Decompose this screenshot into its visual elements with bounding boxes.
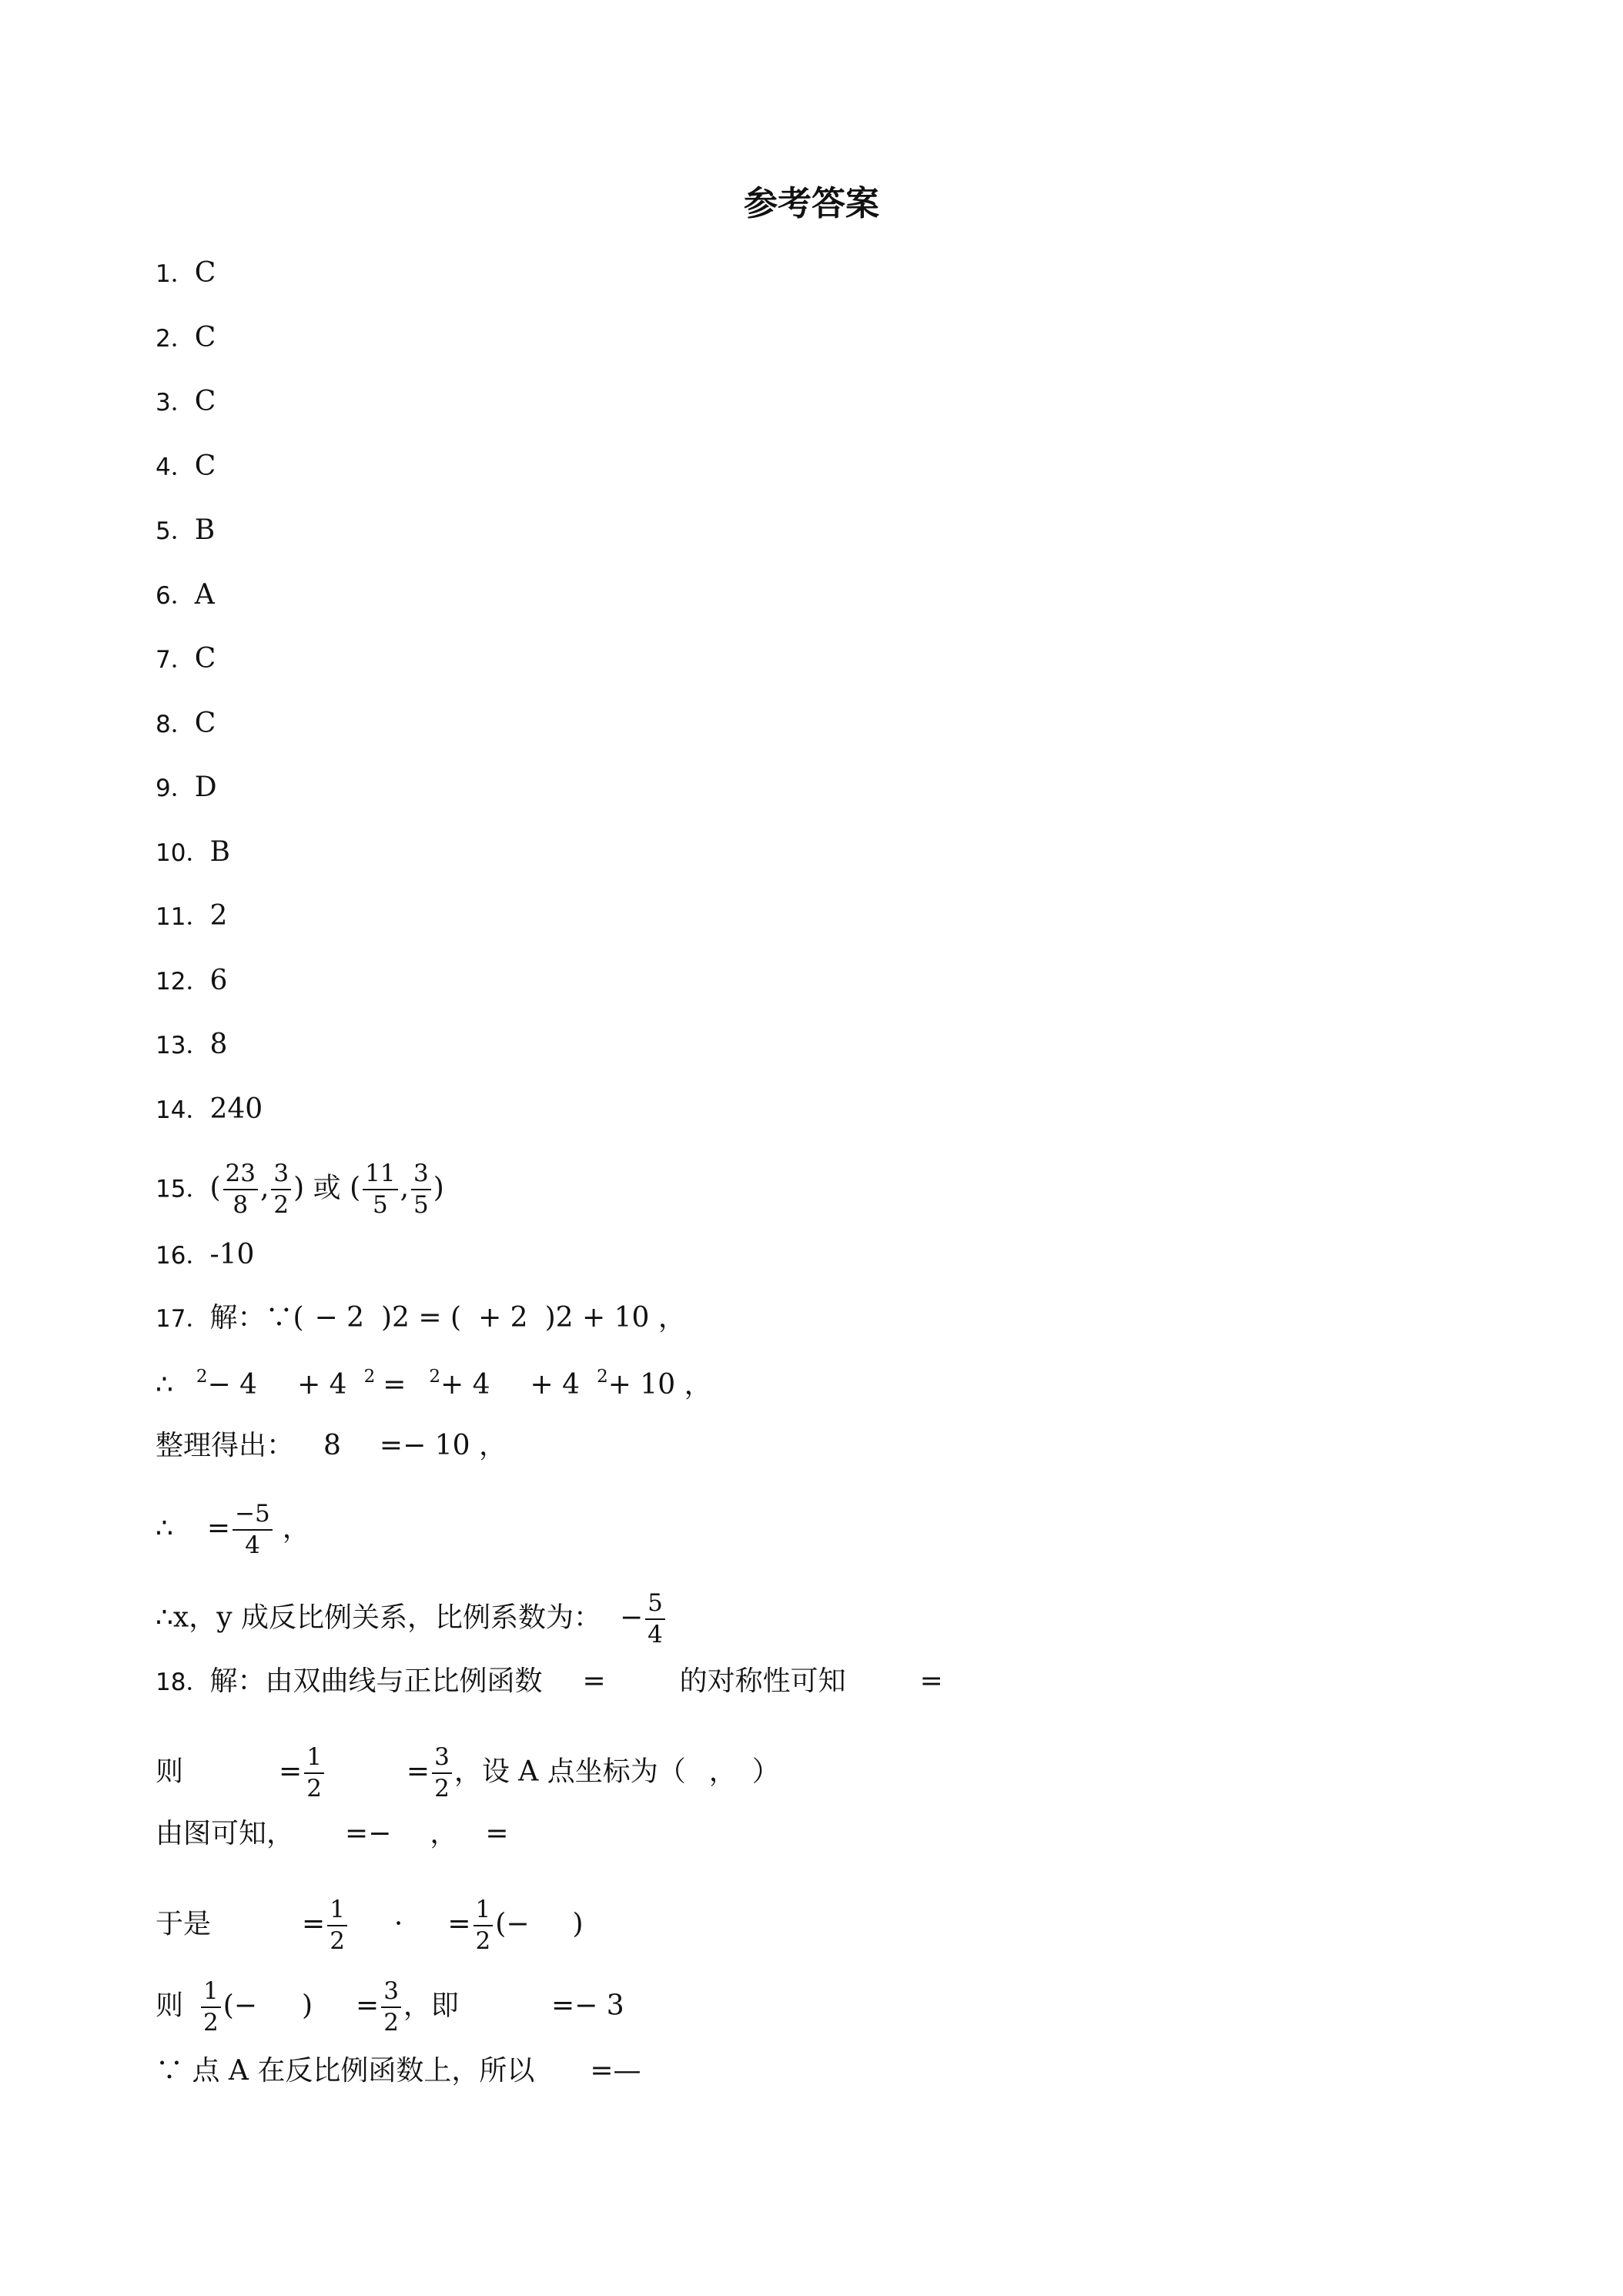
answer-value: 240 [209,1093,263,1125]
math: + 10 ， [607,1369,712,1401]
numerator: 3 [432,1745,452,1774]
answer-value: C [194,643,216,674]
q18-line-3 [156,1820,509,1848]
question-number: 13． [156,1032,210,1059]
q17-line-3 [156,1432,507,1460]
numerator: 1 [304,1745,324,1774]
text: ，即 [403,1990,459,2022]
question-number: 1． [156,260,195,288]
math: − 2 [314,1302,365,1334]
fraction [645,1591,665,1648]
q17-line-4 [156,1501,310,1559]
numerator: −5 [233,1501,273,1531]
close-paren: ) [293,1172,305,1204]
math: )2 = ( [381,1302,462,1334]
answer-item [156,902,227,930]
q17-line-2 [156,1368,712,1399]
answer-item [156,514,216,546]
question-number: 5． [156,517,195,545]
fraction [363,1161,397,1219]
q18-line-5 [156,1979,624,2037]
q17-line-5 [156,1591,668,1648]
text: 则 [156,1755,184,1788]
math: − [620,1602,644,1634]
q17-line-1 [156,1304,686,1332]
answer-15 [156,1161,444,1219]
denominator: 4 [648,1621,663,1649]
open-paren: ( [209,1172,221,1204]
math: = [485,1818,509,1849]
numerator: 1 [327,1897,347,1926]
answer-item [156,321,216,353]
numerator: 3 [381,1979,401,2008]
math: − 4 [207,1369,258,1401]
superscript: 2 [429,1367,441,1387]
fraction [201,1979,221,2037]
math: = [447,1908,471,1940]
math: + 4 [440,1369,490,1401]
fraction [327,1897,347,1955]
numerator: 1 [474,1897,494,1926]
answer-item [156,388,216,416]
q18-line-4 [156,1897,584,1955]
answer-item [156,707,216,739]
text: ∴x，y 成反比例关系，比例系数为： [156,1602,601,1634]
fraction [271,1161,291,1219]
numerator: 23 [223,1161,258,1190]
page-title: 参考答案 [744,184,879,223]
answer-item [156,771,217,803]
question-number: 18． [156,1668,210,1696]
question-number: 4． [156,453,195,481]
answer-value: 8 [209,1029,228,1060]
fraction [474,1897,494,1955]
fraction [432,1745,452,1802]
answer-value: B [194,514,216,546]
superscript: 2 [597,1367,608,1387]
q18-line-1 [156,1665,943,1697]
math: =— [590,2055,641,2087]
math: 8 [323,1430,341,1461]
numerator: 3 [271,1161,291,1190]
math: ) [301,1990,313,2022]
denominator: 5 [413,1191,429,1220]
denominator: 2 [330,1927,345,1956]
denominator: 2 [203,2009,219,2037]
math: (− [495,1908,530,1940]
text: 于是 [156,1908,212,1940]
math: =− 3 [550,1990,624,2022]
denominator: 2 [475,1927,491,1956]
answer-value: D [194,771,217,803]
question-number: 6． [156,581,195,610]
math: = [302,1908,326,1940]
comma: , [400,1172,410,1204]
text: 解：∵( [209,1302,304,1334]
numerator: 1 [201,1979,221,2008]
question-number: 3． [156,389,195,417]
text: 由图可知， [156,1818,295,1849]
question-number: 11． [156,903,210,931]
math: + 4 [530,1369,581,1401]
answer-value: 2 [209,900,228,932]
fraction [304,1745,324,1802]
therefore-symbol: ∴ [156,1369,173,1401]
math: + 4 [297,1369,347,1401]
answer-item [156,1031,227,1059]
math: · [393,1908,403,1940]
math: = [206,1512,231,1545]
question-number: 17． [156,1305,210,1333]
math: + 2 [478,1302,528,1334]
text: ， [430,1818,458,1849]
denominator: 2 [273,1191,289,1220]
denominator: 2 [383,2009,399,2037]
text: ，设 A 点坐标为（ [453,1755,686,1788]
answer-value: C [194,386,216,417]
fraction [223,1161,258,1219]
fraction [233,1501,273,1559]
question-number: 14． [156,1096,210,1124]
answer-value: C [194,321,216,353]
answer-item [156,645,216,673]
superscript: 2 [196,1367,208,1387]
denominator: 4 [245,1531,260,1560]
answer-value: A [194,578,215,611]
answer-value: 6 [209,964,228,996]
answer-item [156,259,216,287]
text: ， [282,1512,310,1545]
text: ， [708,1755,737,1788]
math: = [383,1369,407,1401]
answer-item [156,964,228,996]
denominator: 8 [233,1191,249,1220]
text: 则 [156,1990,184,2022]
answer-item [156,1093,263,1125]
math: = [582,1665,606,1697]
text: ） [751,1755,780,1788]
answer-value: -10 [209,1239,255,1270]
superscript: 2 [363,1367,376,1387]
answer-item [156,450,216,482]
close-paren: ) [433,1172,444,1204]
text: ∵ 点 A 在反比例函数上，所以 [156,2055,535,2087]
answer-value: B [209,835,230,868]
q18-line-2 [156,1745,780,1802]
math: = [406,1755,430,1788]
question-number: 8． [156,710,195,738]
comma: , [259,1172,269,1204]
math: =− 10 ， [379,1430,507,1461]
question-number: 12． [156,967,210,996]
answer-value: C [194,707,216,739]
numerator: 5 [645,1591,665,1620]
therefore-symbol: ∴ [156,1512,173,1545]
math: =− [345,1818,392,1849]
text: 解：由双曲线与正比例函数 [209,1665,543,1697]
math: (− [223,1990,257,2022]
question-number: 10． [156,838,210,867]
answer-item [156,835,230,868]
denominator: 2 [306,1775,322,1803]
answer-16 [156,1241,254,1269]
question-number: 16． [156,1242,210,1270]
denominator: 2 [434,1775,450,1803]
or-text: 或 [304,1172,350,1204]
answer-value: C [194,257,216,289]
fraction [381,1979,401,2037]
question-number: 2． [156,324,195,353]
text: 的对称性可知 [679,1665,846,1697]
question-number: 9． [156,775,195,802]
question-number: 7． [156,646,195,674]
math: = [919,1665,943,1697]
question-number: 15． [156,1175,210,1203]
fraction [411,1161,431,1219]
answer-item [156,578,215,611]
numerator: 11 [363,1161,397,1190]
text: 整理得出： [156,1430,295,1461]
q18-line-6 [156,2057,641,2085]
math: )2 + 10 ， [544,1302,686,1334]
denominator: 5 [372,1191,388,1220]
math: ) [572,1908,584,1940]
answer-value: C [194,450,216,482]
math: = [356,1990,380,2022]
numerator: 3 [411,1161,431,1190]
open-paren: ( [350,1172,361,1204]
math: = [279,1755,303,1788]
